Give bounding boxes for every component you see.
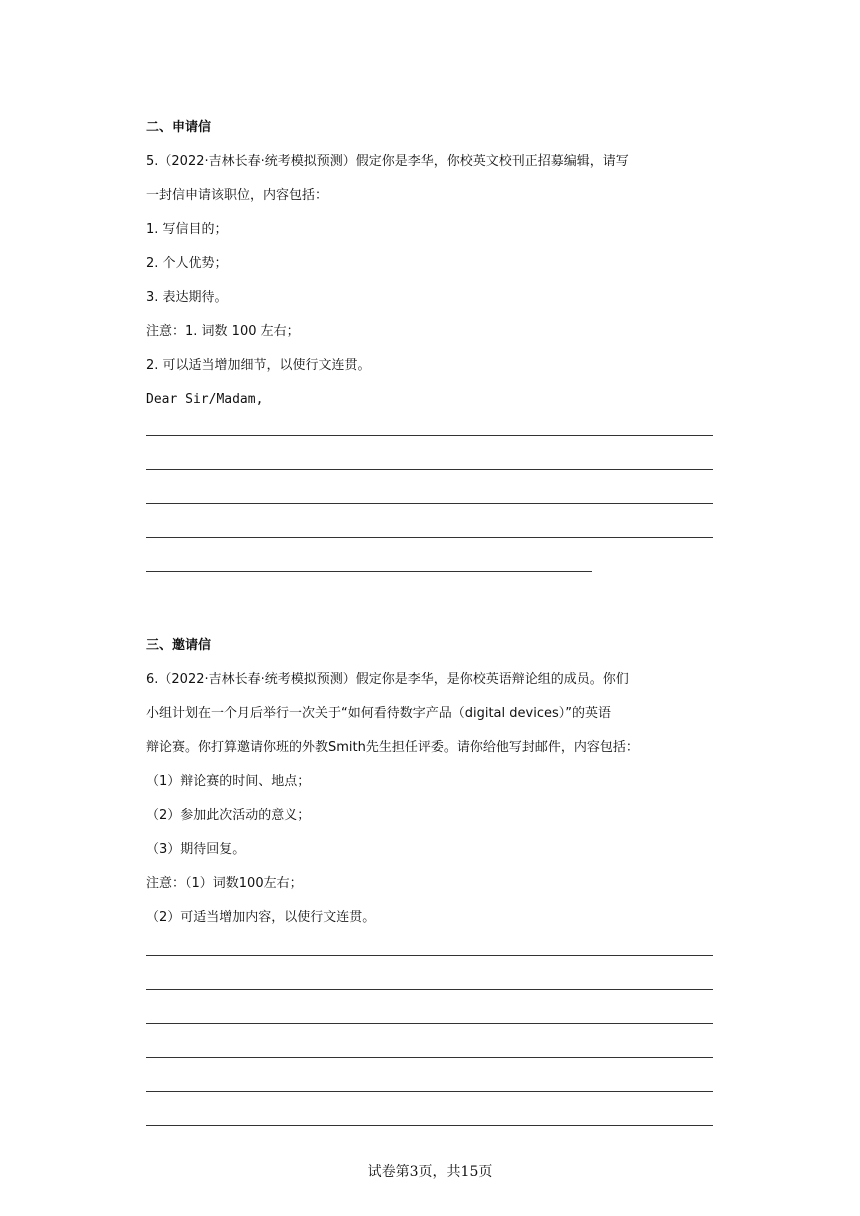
question-5-note-1: 注意：1. 词数 100 左右； (146, 324, 300, 339)
question-5-item-3: 3. 表达期待。 (146, 290, 228, 305)
question-5-note-2: 2. 可以适当增加细节，以使行文连贯。 (146, 358, 371, 373)
section-heading-application-letter: 二、申请信 (146, 120, 212, 135)
question-6-note-1: 注意：（1）词数100左右； (146, 876, 303, 891)
answer-line (146, 537, 713, 538)
answer-line (146, 1091, 713, 1092)
answer-line (146, 503, 713, 504)
page-footer: 试卷第3页，共15页 (367, 1164, 493, 1180)
answer-line (146, 571, 592, 572)
answer-line (146, 1023, 713, 1024)
answer-line (146, 989, 713, 990)
question-5-line-1: 5.（2022·吉林长春·统考模拟预测）假定你是李华，你校英文校刊正招募编辑，请写 (146, 154, 629, 169)
question-5-item-2: 2. 个人优势； (146, 256, 228, 271)
letter-salutation: Dear Sir/Madam, (146, 392, 264, 407)
question-5-item-1: 1. 写信目的； (146, 222, 228, 237)
question-6-line-3: 辩论赛。你打算邀请你班的外教Smith先生担任评委。请你给他写封邮件，内容包括： (146, 740, 639, 755)
question-6-line-2: 小组计划在一个月后举行一次关于“如何看待数字产品（digital devices）”的英语 (146, 706, 611, 721)
question-5-line-2: 一封信申请该职位，内容包括： (146, 188, 329, 203)
question-6-note-2: （2）可适当增加内容，以使行文连贯。 (146, 910, 376, 925)
question-6-item-2: （2）参加此次活动的意义； (146, 808, 311, 823)
answer-line (146, 1125, 713, 1126)
section-heading-invitation-letter: 三、邀请信 (146, 638, 212, 653)
answer-line (146, 435, 713, 436)
answer-line (146, 1057, 713, 1058)
question-6-item-1: （1）辩论赛的时间、地点； (146, 774, 311, 789)
question-6-item-3: （3）期待回复。 (146, 842, 246, 857)
answer-line (146, 955, 713, 956)
answer-line (146, 469, 713, 470)
question-6-line-1: 6.（2022·吉林长春·统考模拟预测）假定你是李华，是你校英语辩论组的成员。你们 (146, 672, 629, 687)
